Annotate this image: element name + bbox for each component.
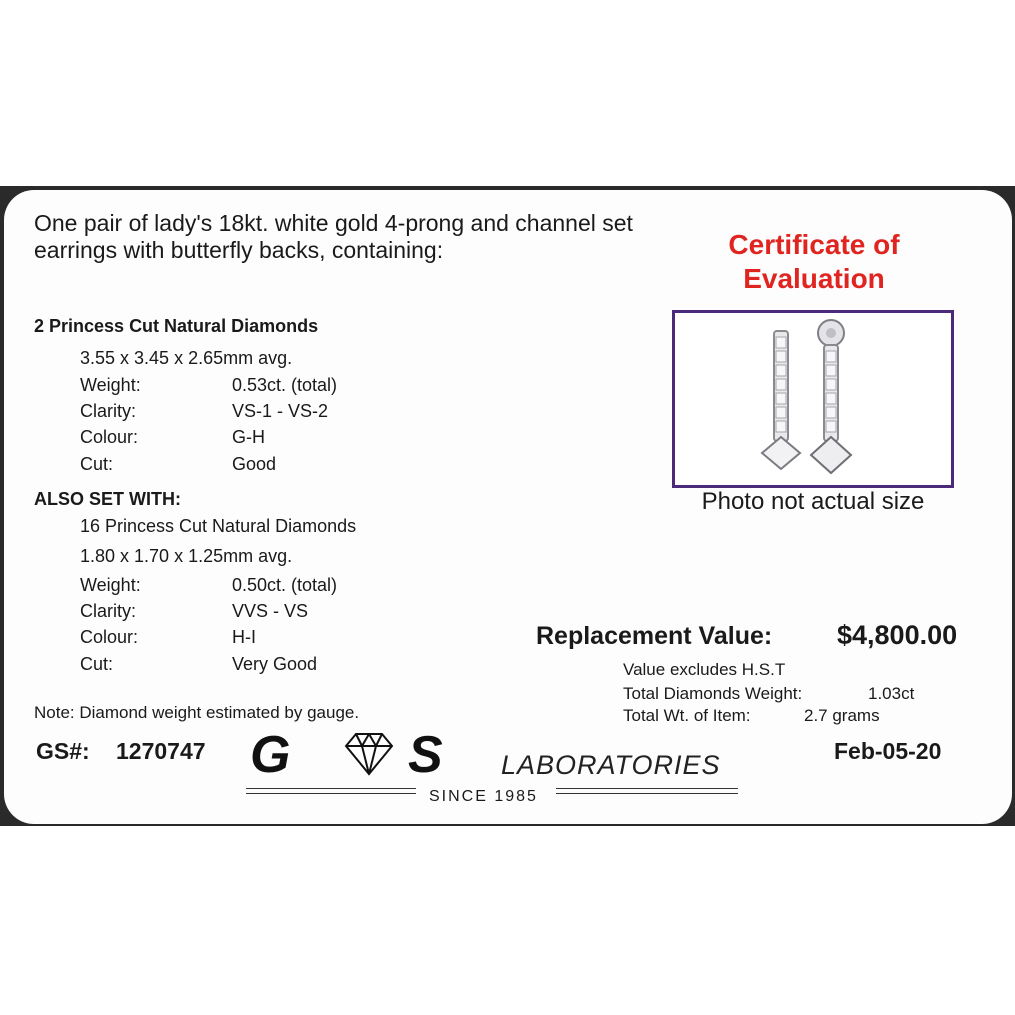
diamond-icon xyxy=(346,734,392,774)
accent-weight-value: 0.50ct. (total) xyxy=(232,575,338,595)
accent-clarity-value: VVS - VS xyxy=(232,601,309,621)
since-line-right-top xyxy=(556,788,738,789)
gs-logo xyxy=(250,728,500,778)
accent-colour-value: H-I xyxy=(232,627,256,647)
also-set-dimensions: 1.80 x 1.70 x 1.25mm avg. xyxy=(80,546,293,566)
accent-cut-value: Very Good xyxy=(232,654,318,674)
accent-weight-label: Weight: xyxy=(80,575,141,595)
main-cut-value: Good xyxy=(232,454,277,474)
gs-number: 1270747 xyxy=(116,738,206,764)
photo-caption: Photo not actual size xyxy=(701,488,925,515)
total-item-label: Total Wt. of Item: xyxy=(623,706,751,725)
since-year: SINCE 1985 xyxy=(429,788,538,805)
accent-clarity-label: Clarity: xyxy=(80,601,137,621)
main-colour-value: G-H xyxy=(232,427,265,447)
certificate-card xyxy=(4,190,1012,824)
main-cut-label: Cut: xyxy=(80,454,114,474)
main-clarity-value: VS-1 - VS-2 xyxy=(232,401,329,421)
main-clarity-label: Clarity: xyxy=(80,401,137,421)
laboratories-wordmark: LABORATORIES xyxy=(501,750,721,780)
since-line-left-top xyxy=(246,788,416,789)
certificate-date: Feb-05-20 xyxy=(834,738,942,764)
main-colour-label: Colour: xyxy=(80,427,139,447)
certificate-title: Certificate of Evaluation xyxy=(728,229,900,294)
logo-letter-s: S xyxy=(408,728,443,778)
total-item-value: 2.7 grams xyxy=(804,706,880,725)
main-stones-heading: 2 Princess Cut Natural Diamonds xyxy=(34,316,319,336)
since-line-right-bottom xyxy=(556,793,738,794)
also-set-heading: ALSO SET WITH: xyxy=(34,489,181,509)
total-diamonds-label: Total Diamonds Weight: xyxy=(623,684,803,703)
accent-colour-label: Colour: xyxy=(80,627,139,647)
gs-number-label: GS#: xyxy=(36,738,90,764)
gauge-note: Note: Diamond weight estimated by gauge. xyxy=(34,703,360,722)
main-weight-value: 0.53ct. (total) xyxy=(232,375,338,395)
logo-letter-g: G xyxy=(250,728,291,778)
tax-note: Value excludes H.S.T xyxy=(623,660,786,679)
replacement-value-label: Replacement Value: xyxy=(536,622,773,650)
total-diamonds-value: 1.03ct xyxy=(868,684,915,703)
accent-cut-label: Cut: xyxy=(80,654,114,674)
since-line-left-bottom xyxy=(246,793,416,794)
earrings-photo xyxy=(672,310,954,488)
replacement-value: $4,800.00 xyxy=(837,620,958,650)
item-description: One pair of lady's 18kt. white gold 4-prong and channel set earrings with butterfly backs, containing: xyxy=(34,210,633,263)
earrings-illustration xyxy=(675,313,951,485)
also-set-count: 16 Princess Cut Natural Diamonds xyxy=(80,516,357,536)
main-stones-dimensions: 3.55 x 3.45 x 2.65mm avg. xyxy=(80,348,293,368)
main-weight-label: Weight: xyxy=(80,375,141,395)
